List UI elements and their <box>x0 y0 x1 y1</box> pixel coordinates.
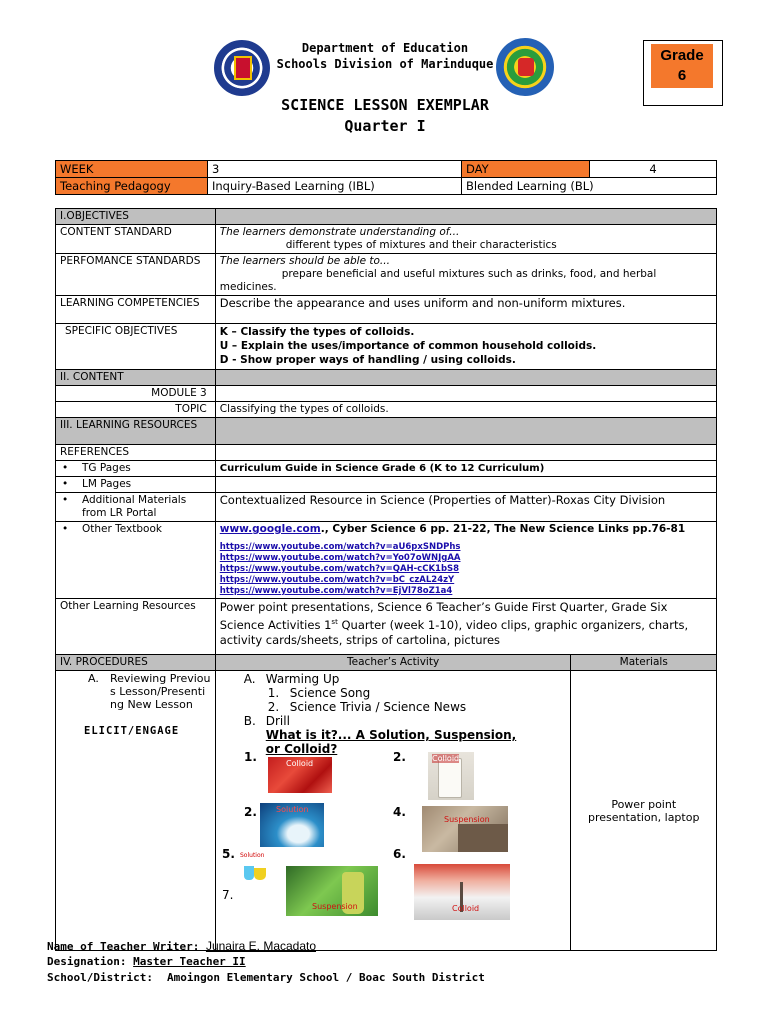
phase-label: ELICIT/ENGAGE <box>84 725 180 737</box>
content-heading-fill <box>215 370 716 386</box>
pedagogy-ibl: Inquiry-Based Learning (IBL) <box>208 178 462 195</box>
textbook-value-cell <box>215 522 716 599</box>
pond-water-picture <box>286 866 378 916</box>
muddy-water-picture <box>422 806 508 852</box>
specific-u: U – Explain the uses/importance of common household colloids. <box>219 340 597 352</box>
textbook-label: Other Textbook <box>82 523 162 535</box>
materials-value: Power point presentation, laptop <box>571 671 717 951</box>
performance-label: PERFOMANCE STANDARDS <box>56 254 216 296</box>
designation-value: Master Teacher II <box>133 955 246 968</box>
references-label: REFERENCES <box>56 445 216 461</box>
specific-label: SPECIFIC OBJECTIVES <box>56 324 216 370</box>
lm-pages-value <box>215 477 716 493</box>
week-value: 3 <box>208 161 462 178</box>
item-number-7: 7. <box>222 888 234 902</box>
item-number-6: 6. <box>393 847 406 861</box>
footer-school <box>47 971 485 984</box>
other-resources-sup: st <box>331 618 338 626</box>
wave-tag: Solution <box>276 805 309 814</box>
beakers-tag: Solution <box>240 852 265 859</box>
performance-text: prepare beneficial and useful mixtures such as drinks, food, and herbal medicines. <box>219 268 657 293</box>
other-resources-value <box>215 599 716 655</box>
school-value: Amoingon Elementary School / Boac South District <box>166 971 485 984</box>
day-label: DAY <box>462 161 590 178</box>
trivia-text: Science Trivia / Science News <box>289 700 467 714</box>
deped-seal-logo <box>214 40 270 96</box>
specific-k: K – Classify the types of colloids. <box>219 326 415 338</box>
textbook-cell: • Other Textbook <box>56 522 216 599</box>
additional-value: Contextualized Resource in Science (Properties of Matter)-Roxas City Division <box>215 493 716 522</box>
beakers-picture <box>240 852 270 882</box>
other-resources-text-b: Quarter (week 1-10), video clips, graphic organizers, charts, activity cards/sheets, strips of cartolina, pictures <box>219 617 689 647</box>
additional-cell: • Additional Materials from LR Portal <box>56 493 216 522</box>
resources-heading-fill <box>215 418 716 445</box>
trivia-number: 2. <box>267 700 280 714</box>
competencies-text: Describe the appearance and uses uniform and non-uniform mixtures. <box>215 296 716 324</box>
teacher-activity-heading: Teacher’s Activity <box>215 655 571 671</box>
additional-label: Additional Materials from LR Portal <box>82 494 187 519</box>
day-value: 4 <box>590 161 717 178</box>
warmup-letter: A. <box>243 672 256 686</box>
dept-line-1: Department of Education <box>301 41 469 55</box>
performance-cell <box>215 254 716 296</box>
step-a-letter: A. <box>88 672 99 685</box>
objectives-heading-fill <box>215 209 716 225</box>
pedagogy-bl: Blended Learning (BL) <box>462 178 717 195</box>
milk-picture <box>428 752 474 800</box>
item-number-5: 5. <box>222 847 235 861</box>
tg-pages-value: Curriculum Guide in Science Grade 6 (K to 12 Curriculum) <box>215 461 716 477</box>
pond-tag: Suspension <box>312 902 358 911</box>
item-number-2: 2. <box>393 750 406 764</box>
pedagogy-label: Teaching Pedagogy <box>56 178 208 195</box>
grade-label: Grade <box>660 47 704 64</box>
division-seal-logo <box>496 38 554 96</box>
module-label: MODULE 3 <box>56 386 216 402</box>
warmup-text: Warming Up <box>265 672 340 686</box>
content-standard-text: different types of mixtures and their characteristics <box>285 239 557 251</box>
youtube-link-2[interactable]: https://www.youtube.com/watch?v=Yo07oWNJgAA <box>219 553 461 563</box>
fog-tag: Colloid <box>452 904 480 913</box>
other-resources-text-a: Power point presentations, Science 6 Teacher’s Guide First Quarter, Grade Six Science Activities 1 <box>219 600 668 632</box>
procedures-heading: IV. PROCEDURES <box>56 655 216 671</box>
dept-line-2: Schools Division of Marinduque <box>276 57 494 71</box>
module-value <box>215 386 716 402</box>
resources-heading: III. LEARNING RESOURCES <box>56 418 216 445</box>
designation-label: Designation: <box>47 955 134 968</box>
drill-letter: B. <box>243 714 256 728</box>
lesson-table <box>55 208 717 951</box>
objectives-heading: I.OBJECTIVES <box>56 209 216 225</box>
content-standard-lead: The learners demonstrate understanding of... <box>219 226 460 238</box>
item-number-3: 2. <box>244 805 257 819</box>
topic-label: TOPIC <box>56 402 216 418</box>
page-title: SCIENCE LESSON EXEMPLAR <box>281 96 489 114</box>
youtube-link-3[interactable]: https://www.youtube.com/watch?v=QAH-cCK1bS8 <box>219 564 460 574</box>
song-text: Science Song <box>289 686 371 700</box>
school-label: School/District: <box>47 971 153 984</box>
tg-pages-cell: • TG Pages <box>56 461 216 477</box>
jelly-picture <box>268 757 332 793</box>
muddy-tag: Suspension <box>444 815 490 824</box>
textbook-value: ., Cyber Science 6 pp. 21-22, The New Science Links pp.76-81 <box>320 523 686 535</box>
youtube-link-1[interactable]: https://www.youtube.com/watch?v=aU6pxSNDPhs <box>219 542 461 552</box>
jelly-tag: Colloid <box>286 759 314 768</box>
content-heading: II. CONTENT <box>56 370 216 386</box>
lm-pages-label: LM Pages <box>82 478 132 490</box>
performance-lead: The learners should be able to... <box>219 255 390 267</box>
materials-heading: Materials <box>571 655 717 671</box>
other-resources-label: Other Learning Resources <box>56 599 216 655</box>
week-table <box>55 160 717 195</box>
footer-designation <box>47 955 246 968</box>
writer-name: Junaira E. Macadato <box>205 939 317 953</box>
milk-tag: Colloid <box>432 754 460 763</box>
lm-pages-cell: • LM Pages <box>56 477 216 493</box>
department-heading <box>270 40 500 72</box>
footer-writer <box>47 939 316 953</box>
item-number-1: 1. <box>244 750 257 764</box>
topic-value: Classifying the types of colloids. <box>215 402 716 418</box>
quarter-title: Quarter I <box>344 117 426 135</box>
procedure-step-cell <box>56 671 216 951</box>
references-value <box>215 445 716 461</box>
grade-value: 6 <box>677 67 687 84</box>
item-number-4: 4. <box>393 805 406 819</box>
competencies-label: LEARNING COMPETENCIES <box>56 296 216 324</box>
tg-pages-label: TG Pages <box>82 462 131 474</box>
writer-label: Name of Teacher Writer: <box>47 940 206 953</box>
drill-question: What is it?... A Solution, Suspension, or Colloid? <box>265 728 517 756</box>
step-a-text: Reviewing Previous Lesson/Presenting New Lesson <box>110 672 211 711</box>
wave-picture <box>260 803 324 847</box>
song-number: 1. <box>267 686 280 700</box>
google-link[interactable]: www.google.com <box>219 523 321 535</box>
week-label: WEEK <box>56 161 208 178</box>
drill-text: Drill <box>265 714 290 728</box>
fog-picture <box>414 864 510 920</box>
content-standard-label: CONTENT STANDARD <box>56 225 216 254</box>
specific-cell <box>215 324 716 370</box>
youtube-link-4[interactable]: https://www.youtube.com/watch?v=bC_czAL24zY <box>219 575 455 585</box>
content-standard-cell <box>215 225 716 254</box>
specific-d: D - Show proper ways of handling / using colloids. <box>219 354 516 366</box>
grade-box <box>643 40 723 106</box>
youtube-link-5[interactable]: https://www.youtube.com/watch?v=EjVl78oZ1a4 <box>219 586 453 596</box>
